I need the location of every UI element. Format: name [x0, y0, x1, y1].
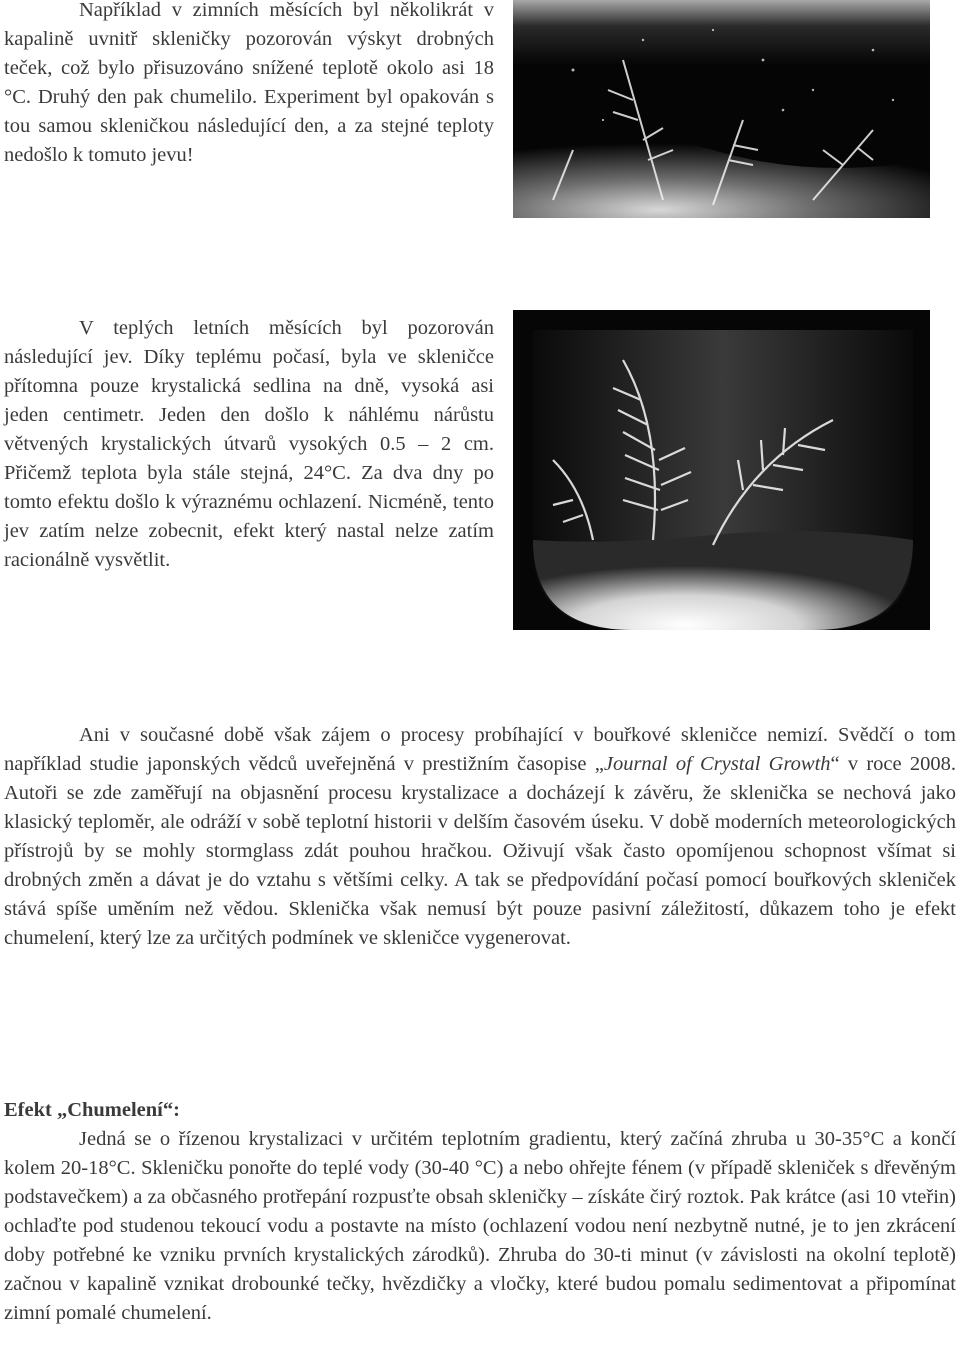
journal-title: Journal of Crystal Growth [603, 753, 831, 775]
section-heading: Efekt „Chumelení“: [4, 1099, 180, 1121]
crystal-fern-photo [513, 310, 930, 630]
paragraph-winter-observation [4, 0, 494, 170]
paragraph-text: V teplých letních měsících byl pozorován následující jev. Díky teplému počasí, byla ve skleničce přítomna pouze krystalická sedlina na dně, vysoká asi jeden centimetr. Jeden den došlo k náhlému nárůstu větvených krystalických útvarů vysokých 0.5 – 2 cm. Přičemž teplota byla stále stejná, 24°C. Za dva dny po tomto efektu došlo k výraznému ochlazení. Nicméně, tento jev zatím nelze zobecnit, efekt který nastal nelze zatím racionálně vysvětlit. [4, 317, 494, 571]
crystal-fern-illustration [513, 310, 930, 630]
paragraph-text: Jedná se o řízenou krystalizaci v určitém teplotním gradientu, který začíná zhruba u 30-35°C a končí kolem 20-18°C. Skleničku ponořte do teplé vody (30-40 °C) a nebo ohřejte fénem (v případě skleniček s dřevěným podstavečkem) a za občasného protřepání rozpusťte obsah skleničky – získáte čirý roztok. Pak krátce (asi 10 vteřin) ochlaďte pod studenou tekoucí vodu a postavte na místo (ochlazení vodou není nezbytně nutné, je to jen zkrácení doby potřebné ke vzniku prvních krystalických zárodků). Zhruba do 30-ti minut (v závislosti na okolní teplotě) začnou v kapalině vznikat drobounké tečky, hvězdičky a vločky, které budou pomalu sedimentovat a připomínat zimní pomalé chumelení. [4, 1128, 956, 1324]
paragraph-text: Například v zimních měsících byl několikrát v kapalině uvnitř skleničky pozorován výskyt drobných teček, což bylo přisuzováno snížené teplotě okolo asi 18 °C. Druhý den pak chumelilo. Experiment byl opakován s tou samou skleničkou následující den, a za stejné teploty nedošlo k tomuto jevu! [4, 0, 494, 166]
section-snowfall-effect [4, 1096, 956, 1328]
paragraph-current-research [4, 721, 956, 953]
crystal-flakes-illustration [513, 0, 930, 218]
crystal-flakes-photo [513, 0, 930, 218]
paragraph-text [4, 721, 956, 953]
paragraph-summer-observation [4, 314, 494, 575]
paragraph-text-part: “ v roce 2008. Autoři se zde zaměřují na objasnění procesu krystalizace a docházejí k závěru, že sklenička se nechová jako klasický teploměr, ale odráží v sobě teplotní historii v delším časovém úseku. V době moderních meteorologických přístrojů by se mohly stormglass zdát pouhou hračkou. Oživují však často opomíjenou schopnost všímat si drobných změn a dávat je do vztahu s většími celky. A tak se předpovídání počasí pomocí bouřkových skleniček stává spíše uměním než vědou. Sklenička však nemusí být pouze pasivní záležitostí, důkazem toho je efekt chumelení, který lze za určitých podmínek ve skleničce vygenerovat. [4, 753, 956, 949]
paragraph-text-part: Ani v současné době však zájem o procesy probíhající v bouřkové skleničce nemizí. Svědčí o tom například studie japonských vědců uveřejněná v prestižním časopise „ [4, 724, 956, 775]
